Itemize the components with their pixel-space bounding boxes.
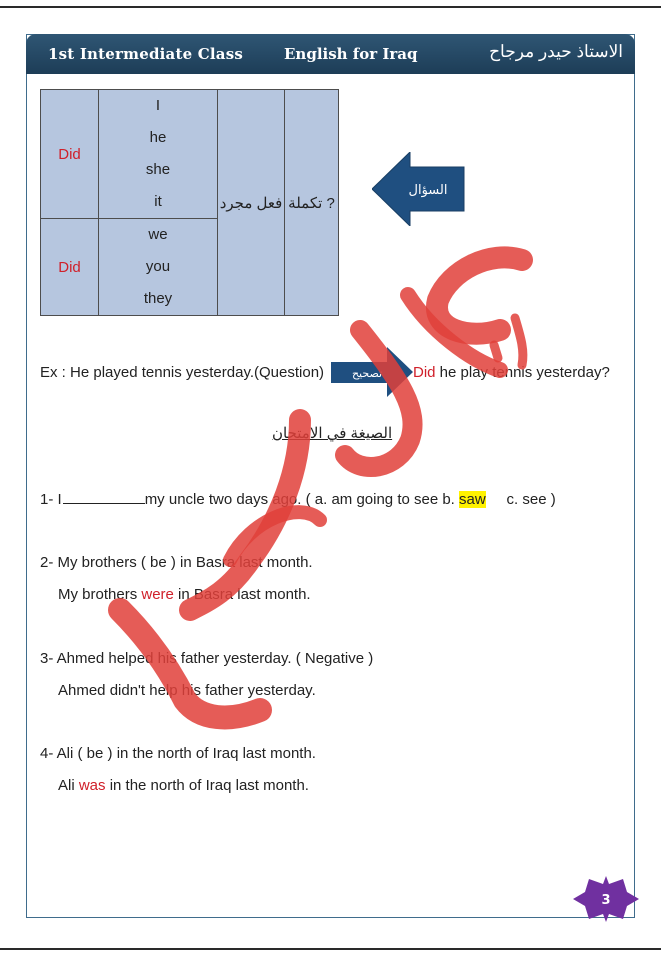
answer-3: Ahmed didn't help his father yesterday. [58, 682, 316, 699]
verb-label: فعل مجرد [219, 194, 283, 212]
example-answer [413, 364, 610, 381]
correction-arrow [331, 347, 415, 397]
example-question: Ex : He played tennis yesterday.(Question) [40, 364, 325, 381]
bottom-rule [0, 948, 661, 950]
subject-title: English for Iraq [284, 45, 418, 63]
answer-2 [58, 586, 311, 603]
question-2: 2- My brothers ( be ) in Basra last month. [40, 554, 313, 571]
q1-highlight: saw [459, 491, 486, 508]
a4-start: Ali [58, 777, 79, 794]
complement-cell [285, 90, 339, 316]
a2-start: My brothers [58, 586, 142, 603]
example-line [40, 364, 324, 381]
a4-verb: was [78, 777, 106, 794]
answer-rest: he play tennis yesterday? [435, 364, 610, 381]
q1-middle: my uncle two days ago. ( a. am going to see b. [144, 491, 460, 508]
question-arrow-label: السؤال [408, 183, 448, 198]
teacher-name: الاستاذ حيدر مرجاح [489, 42, 623, 61]
complement-label: ? تكملة [288, 194, 335, 212]
a2-verb: were [141, 586, 174, 603]
pronoun: they [143, 290, 173, 307]
pronoun: we [148, 226, 168, 243]
page-number-badge [573, 876, 639, 922]
q1-start: 1- I [40, 491, 62, 508]
question-3: 3- Ahmed helped his father yesterday. ( Negative ) [40, 650, 374, 667]
pronoun-group-2 [99, 219, 218, 316]
page-number: 3 [601, 893, 611, 908]
did-cell [41, 219, 99, 316]
grammar-table [40, 89, 339, 316]
pronoun-group-1 [99, 90, 218, 219]
question-arrow [372, 152, 466, 226]
pronoun: he [149, 129, 167, 146]
verb-cell [218, 90, 285, 316]
correction-arrow-label: تصحيح [351, 367, 383, 380]
answer-blank [63, 503, 145, 504]
pronoun: you [145, 258, 171, 275]
question-4: 4- Ali ( be ) in the north of Iraq last month. [40, 745, 316, 762]
a4-end: in the north of Iraq last month. [105, 777, 309, 794]
a2-end: in Basra last month. [173, 586, 311, 603]
pronoun: she [145, 161, 171, 178]
did-label: Did [58, 145, 81, 163]
q1-end: c. see ) [485, 491, 556, 508]
did-label: Did [58, 258, 81, 276]
page-header [26, 34, 635, 74]
answer-4 [58, 777, 309, 794]
exam-title: الصيغة في الامتحان [272, 425, 393, 442]
pronoun: it [154, 193, 162, 210]
pronoun: I [155, 97, 161, 114]
did-cell [41, 90, 99, 219]
class-title: 1st Intermediate Class [48, 45, 243, 63]
answer-did: Did [413, 364, 436, 381]
top-rule [0, 6, 661, 8]
question-1 [40, 491, 556, 508]
